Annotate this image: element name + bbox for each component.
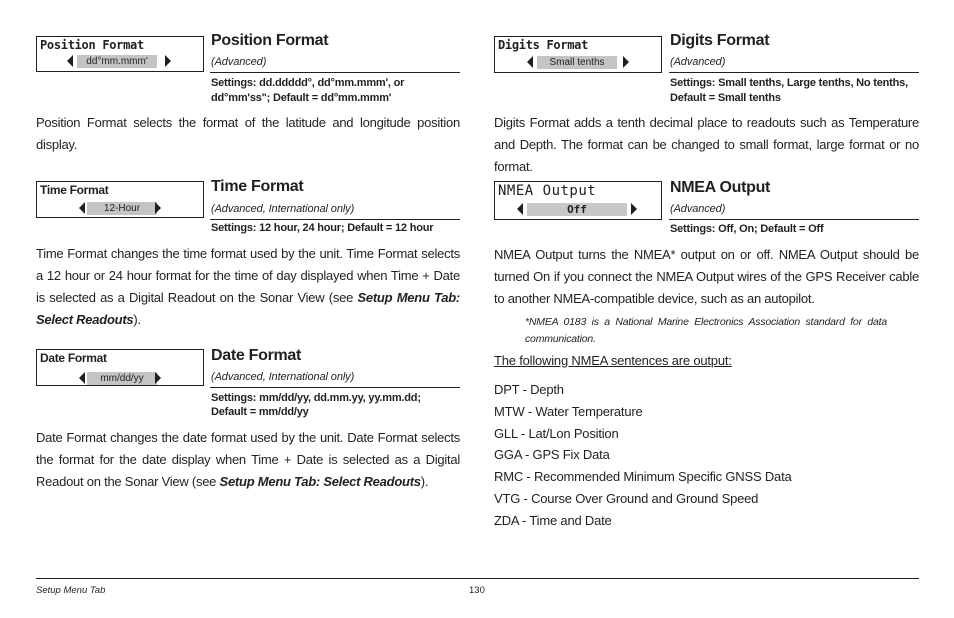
settings-text: Settings: Off, On; Default = Off — [670, 223, 824, 235]
description: changes the date format used by the unit. Date Format selects the format for the date display when Time + Date is selected as a Digital Readout on the Sonar View (see — [36, 430, 461, 489]
position-format-menu-box — [36, 36, 204, 72]
footer-divider — [36, 578, 919, 579]
menu-label: Position Format — [40, 38, 144, 52]
left-arrow-icon — [517, 203, 523, 215]
nmea-sentence-item: RMC - Recommended Minimum Specific GNSS Data — [494, 469, 792, 484]
settings-text — [670, 76, 908, 106]
left-arrow-icon — [79, 202, 85, 214]
section-mode: (Advanced, International only) — [211, 203, 355, 215]
date-format-description — [36, 427, 460, 493]
settings-line: Default = Small tenths — [670, 92, 781, 104]
position-format-description — [36, 112, 460, 156]
section-mode: (Advanced, International only) — [211, 371, 355, 383]
term: Date Format — [36, 430, 107, 445]
menu-label: Time Format — [40, 183, 109, 197]
right-arrow-icon — [155, 372, 161, 384]
right-arrow-icon — [165, 55, 171, 67]
divider — [210, 219, 460, 220]
description: adds a tenth decimal place to readouts such as Temperature and Depth. The format can be changed to small format, large format or no format. — [494, 115, 919, 174]
section-title: Digits Format — [670, 32, 770, 49]
menu-value: mm/dd/yy — [87, 372, 157, 385]
nmea-sentence-item: MTW - Water Temperature — [494, 404, 643, 419]
section-mode: (Advanced) — [670, 56, 726, 68]
nmea-sentence-item: ZDA - Time and Date — [494, 513, 612, 528]
section-mode: (Advanced) — [670, 203, 726, 215]
description: selects the format of the latitude and longitude position display. — [36, 115, 460, 152]
term: Time Format — [36, 246, 107, 261]
menu-value: dd°mm.mmm' — [77, 55, 157, 68]
description: turns the NMEA* output on or off. NMEA Output should be turned On if you connect the NMEA Output wires of the GPS Receiver cable to another NMEA-compatible device, such as an autopilot. — [494, 247, 920, 306]
divider — [669, 219, 919, 220]
settings-text — [211, 76, 404, 106]
section-title: Time Format — [211, 178, 304, 195]
term: Position Format — [36, 115, 127, 130]
digits-format-description — [494, 112, 919, 178]
divider — [669, 72, 919, 73]
section-title: Date Format — [211, 347, 302, 364]
divider — [210, 72, 460, 73]
settings-line: Settings: dd.ddddd°, dd°mm.mmm', or — [211, 77, 405, 89]
description-end: ). — [420, 474, 429, 489]
settings-line: Settings: Small tenths, Large tenths, No tenths, — [670, 77, 908, 89]
menu-label: NMEA Output — [498, 183, 597, 199]
page-number: 130 — [469, 585, 485, 596]
cross-reference-link[interactable]: Setup Menu Tab: Select Readouts — [36, 290, 460, 327]
divider — [210, 387, 460, 388]
right-arrow-icon — [155, 202, 161, 214]
nmea-output-description — [494, 244, 919, 310]
settings-line: dd°mm'ss"; Default = dd°mm.mmm' — [211, 92, 392, 104]
date-format-menu-box — [36, 349, 204, 386]
section-title: Position Format — [211, 32, 329, 49]
term: NMEA Output — [494, 247, 573, 262]
right-arrow-icon — [623, 56, 629, 68]
nmea-footnote: *NMEA 0183 is a National Marine Electronics Association standard for data communication. — [525, 316, 887, 345]
settings-text — [211, 391, 421, 419]
settings-text: Settings: 12 hour, 24 hour; Default = 12 hour — [211, 222, 434, 234]
time-format-description — [36, 243, 460, 331]
term: Digits Format — [494, 115, 570, 130]
nmea-sentence-item: GLL - Lat/Lon Position — [494, 426, 619, 441]
menu-value: Off — [527, 203, 627, 216]
cross-reference-link[interactable]: Setup Menu Tab: Select Readouts — [219, 474, 421, 489]
section-title: NMEA Output — [670, 179, 771, 196]
nmea-sentence-item: DPT - Depth — [494, 382, 564, 397]
menu-label: Digits Format — [498, 38, 589, 52]
nmea-output-menu-box — [494, 181, 662, 220]
description: changes the time format used by the unit. Time Format selects a 12 hour or 24 hour format for the time of day displayed when Time + Date is selected as a Digital Readout on the Sonar View (see — [36, 246, 460, 305]
settings-line: Default = mm/dd/yy — [211, 406, 309, 418]
footer-section-name: Setup Menu Tab — [36, 585, 106, 596]
menu-value: 12-Hour — [87, 202, 157, 215]
menu-value: Small tenths — [537, 56, 617, 69]
nmea-list-heading: The following NMEA sentences are output: — [494, 353, 732, 368]
right-arrow-icon — [631, 203, 637, 215]
digits-format-menu-box — [494, 36, 662, 73]
left-arrow-icon — [79, 372, 85, 384]
settings-line: Settings: mm/dd/yy, dd.mm.yy, yy.mm.dd; — [211, 392, 421, 404]
menu-label: Date Format — [40, 351, 107, 365]
nmea-sentence-item: VTG - Course Over Ground and Ground Speed — [494, 491, 759, 506]
section-mode: (Advanced) — [211, 56, 267, 68]
description-end: ). — [133, 312, 141, 327]
time-format-menu-box — [36, 181, 204, 218]
left-arrow-icon — [527, 56, 533, 68]
left-arrow-icon — [67, 55, 73, 67]
nmea-sentence-item: GGA - GPS Fix Data — [494, 447, 610, 462]
